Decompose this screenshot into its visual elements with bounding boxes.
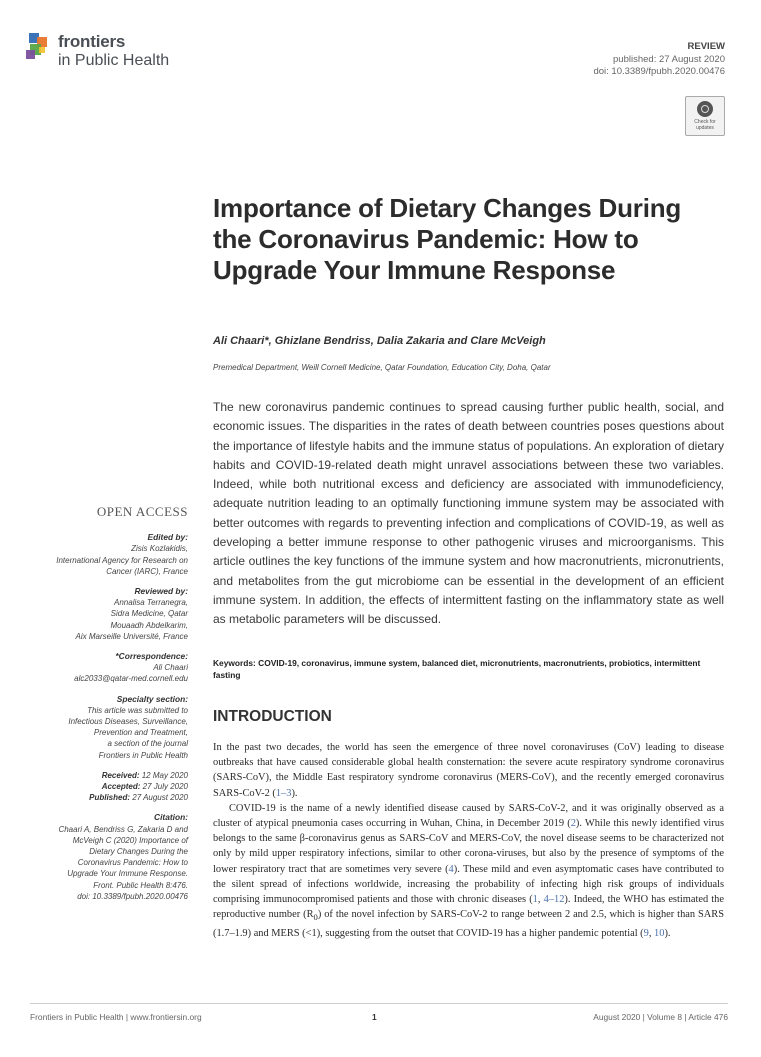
citation-label: Citation:	[154, 812, 188, 823]
reviewer-line: Mouaadh Abdelkarim,	[110, 620, 188, 630]
text: ).	[664, 927, 671, 939]
accepted-label: Accepted:	[101, 782, 141, 792]
citation-link[interactable]: 4	[448, 863, 454, 875]
doi[interactable]: doi: 10.3389/fpubh.2020.00476	[593, 66, 725, 77]
editor-line: Zisis Kozlakidis,	[131, 544, 188, 554]
crossmark-icon	[697, 101, 713, 117]
open-access-label: OPEN ACCESS	[96, 504, 188, 519]
intro-paragraph-2	[213, 801, 724, 941]
text: ,	[648, 927, 655, 939]
text: ). These mild and even asymptomatic cases have contributed to the silent spread of infections worldwide, increasing the probability of infecting high risk groups of individuals comprising immunocompromised patients and those with chronic diseases (	[213, 863, 724, 906]
footer-divider	[30, 1003, 728, 1004]
accepted-date: 27 July 2020	[142, 782, 188, 792]
citation-line: Coronavirus Pandemic: How to	[77, 858, 188, 868]
editor-line: Cancer (IARC), France	[106, 566, 188, 576]
frontiers-logo-icon	[26, 33, 54, 61]
published-row	[30, 792, 188, 803]
footer-issue: August 2020 | Volume 8 | Article 476	[593, 1012, 728, 1022]
citation-line: Dietary Changes During the	[89, 847, 188, 857]
citation-block	[30, 812, 188, 902]
journal-name-line1: frontiers	[58, 32, 126, 51]
citation-doi[interactable]: doi: 10.3389/fpubh.2020.00476	[77, 891, 188, 901]
correspondence-block	[30, 651, 188, 685]
text: ). Indeed, the WHO has estimated the reproductive number (R	[213, 894, 724, 921]
specialty-line: Infectious Diseases, Surveillance,	[68, 717, 188, 727]
citation-link[interactable]: 4–12	[543, 894, 565, 906]
received-row	[30, 770, 188, 781]
introduction-body	[213, 740, 724, 941]
citation-line: Upgrade Your Immune Response.	[67, 869, 188, 879]
sidebar	[30, 506, 188, 911]
specialty-line: Prevention and Treatment,	[93, 728, 188, 738]
correspondence-label: *Correspondence:	[115, 651, 188, 662]
published-date-sidebar: 27 August 2020	[132, 793, 188, 803]
reviewer-line: Annalisa Terranegra,	[114, 598, 188, 608]
article-title: Importance of Dietary Changes During the Coronavirus Pandemic: How to Upgrade Your Immune Response	[213, 193, 682, 285]
specialty-line: Frontiers in Public Health	[98, 750, 188, 760]
text: In the past two decades, the world has seen the emergence of three novel coronaviruses (CoV) leading to disease outbreaks that have caused considerable global health consternation: the severe acute respiratory syndrome coronavirus (SARS-CoV), the Middle East respiratory syndrome coronavirus (MERS-CoV), and the recently emerged coronavirus SARS-CoV-2 (	[213, 742, 724, 799]
reviewer-line: Sidra Medicine, Qatar	[110, 609, 188, 619]
crossmark-text-2: updates	[696, 125, 714, 131]
text: ,	[537, 894, 544, 906]
specialty-label: Specialty section:	[116, 693, 188, 704]
citation-link[interactable]: 1–3	[275, 787, 292, 799]
reviewer-line: Aix Marseille Université, France	[75, 631, 188, 641]
citation-line: Chaari A, Bendriss G, Zakaria D and	[58, 824, 188, 834]
edited-by-block	[30, 532, 188, 577]
text: ). While this newly identified virus belongs to the same β-coronavirus genus as SARS-CoV and MERS-CoV, the novel disease seems to be characterized not only by mild upper respiratory infections, similar to other corona-viruses, but also by the presence of symptoms of the lower respiratory tract that are sometimes very severe (	[213, 818, 724, 875]
page-number: 1	[372, 1012, 377, 1022]
check-for-updates-badge[interactable]	[685, 96, 725, 136]
edited-by-label: Edited by:	[147, 532, 188, 543]
citation-line: Front. Public Health 8:476.	[93, 880, 188, 890]
received-date: 12 May 2020	[141, 770, 188, 780]
published-label: Published:	[89, 793, 131, 803]
journal-name	[58, 33, 169, 69]
citation-line: McVeigh C (2020) Importance of	[72, 835, 188, 845]
subscript: 0	[313, 912, 318, 923]
journal-name-line2: in Public Health	[58, 52, 170, 69]
specialty-line: This article was submitted to	[87, 705, 188, 715]
citation-link[interactable]: 10	[654, 927, 665, 939]
citation-link[interactable]: 9	[643, 927, 649, 939]
article-meta	[593, 41, 725, 79]
correspondence-name: Ali Chaari	[153, 663, 188, 673]
citation-link[interactable]: 2	[570, 818, 576, 830]
text: COVID-19 is the name of a newly identified disease caused by SARS-CoV-2, and it was originally observed as a cluster of atypical pneumonia cases occurring in Wuhan, China, in December 2019 (	[213, 802, 724, 830]
text: ) of the novel infection by SARS-CoV-2 to range between 2 and 2.5, which is higher than SARS (1.7–1.9) and MERS (<1), suggesting from the outset that COVID-19 has a higher pandemic potential (	[213, 909, 724, 939]
crossmark-text-1: Check for	[694, 119, 716, 125]
affiliation: Premedical Department, Weill Cornell Medicine, Qatar Foundation, Education City, Doha, Qatar	[213, 363, 551, 372]
accepted-row	[30, 781, 188, 792]
specialty-line: a section of the journal	[107, 739, 188, 749]
text: ).	[291, 787, 298, 799]
specialty-block	[30, 694, 188, 761]
published-date: published: 27 August 2020	[613, 53, 725, 65]
keywords: Keywords: COVID-19, coronavirus, immune system, balanced diet, micronutrients, macronutrients, probiotics, intermittent fasting	[213, 658, 701, 680]
footer-journal[interactable]: Frontiers in Public Health | www.frontiersin.org	[30, 1012, 202, 1022]
dates-block	[30, 770, 188, 804]
intro-paragraph-1	[213, 740, 724, 801]
authors: Ali Chaari*, Ghizlane Bendriss, Dalia Zakaria and Clare McVeigh	[213, 335, 546, 347]
abstract: The new coronavirus pandemic continues to spread causing further public health, social, and economic issues. The disparities in the rates of death between countries poses questions about the importance of lifestyle habits and the immune status of populations. An exploration of dietary habits and COVID-19-related death might unravel associations between these two variables. Indeed, while both nutritional excess and deficiency are associated with immunodeficiency, adequate nutrition leading to an optimally functioning immune system may be associated with better outcomes with regards to preventing infection and complications of COVID-19, as well as developing a better immune response to other pathogenic viruses and microorganisms. This article outlines the key functions of the immune system and how macronutrients, micronutrients, and metabolites from the gut microbiome can be essential in the development of an efficient immune system. In addition, the effects of intermittent fasting on the inflammatory state as well as metabolic parameters will be discussed.	[213, 400, 724, 627]
correspondence-email[interactable]: alc2033@qatar-med.cornell.edu	[74, 674, 188, 684]
received-label: Received:	[101, 770, 140, 780]
reviewed-by-label: Reviewed by:	[134, 586, 188, 597]
reviewed-by-block	[30, 586, 188, 642]
article-type: REVIEW	[687, 41, 725, 52]
section-heading-introduction: INTRODUCTION	[213, 708, 332, 725]
editor-line: International Agency for Research on	[56, 555, 188, 565]
citation-link[interactable]: 1	[532, 894, 538, 906]
